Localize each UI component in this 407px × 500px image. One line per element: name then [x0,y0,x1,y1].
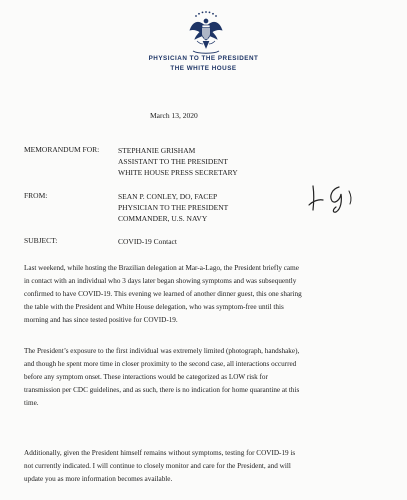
body-line: The President’s exposure to the first individual was extremely limited (photograph, handshake), [24,347,300,355]
sender-line: SEAN P. CONLEY, DO, FACEP [118,192,218,201]
body-line: in contact with an individual who 3 days later began showing symptoms and was subsequently [24,276,297,285]
presidential-seal-icon [188,10,224,56]
letterhead-office [0,54,407,74]
recipient-line: ASSISTANT TO THE PRESIDENT [118,157,228,166]
body-paragraph-2 [24,345,386,410]
body-line: before any symptom onset. These interactions would be categorized as LOW risk for [24,372,268,381]
body-line: the table with the President and White House delegation, who was symptom-free until this [24,302,284,311]
body-line: time. [24,398,39,407]
handwritten-signature [305,183,361,213]
from-label: FROM: [24,191,48,200]
subject-text: COVID-19 Contact [118,237,177,246]
recipient-line: STEPHANIE GRISHAM [118,146,196,155]
office-line-2: THE WHITE HOUSE [170,65,237,72]
body-line: morning and has since tested positive for COVID-19. [24,315,178,324]
recipient-block [118,145,238,178]
office-line-1: PHYSICIAN TO THE PRESIDENT [148,55,259,62]
body-paragraph-1 [24,262,386,327]
body-line: update you as more information becomes available. [24,474,173,483]
body-line: transmission per CDC guidelines, and as such, there is no indication for home quarantine at this [24,385,300,394]
memo-date: March 13, 2020 [150,111,198,120]
sender-line: COMMANDER, U.S. NAVY [118,214,208,223]
recipient-line: WHITE HOUSE PRESS SECRETARY [118,168,238,177]
sender-block [118,191,228,224]
body-paragraph-3 [24,447,386,486]
body-line: not currently indicated. I will continue to closely monitor and care for the President, and will [24,461,291,470]
subject-label: SUBJECT: [24,236,58,245]
sender-line: PHYSICIAN TO THE PRESIDENT [118,203,229,212]
memorandum-for-label: MEMORANDUM FOR: [24,145,100,154]
body-line: Additionally, given the President himself remains without symptoms, testing for COVID-19 is [24,449,296,457]
body-line: confirmed to have COVID-19. This evening we learned of another dinner guest, this one sharing [24,289,302,298]
body-line: Last weekend, while hosting the Brazilian delegation at Mar-a-Lago, the President briefly came [24,264,299,272]
body-line: and though he spent more time in closer proximity to the second case, all interactions occurred [24,359,297,368]
